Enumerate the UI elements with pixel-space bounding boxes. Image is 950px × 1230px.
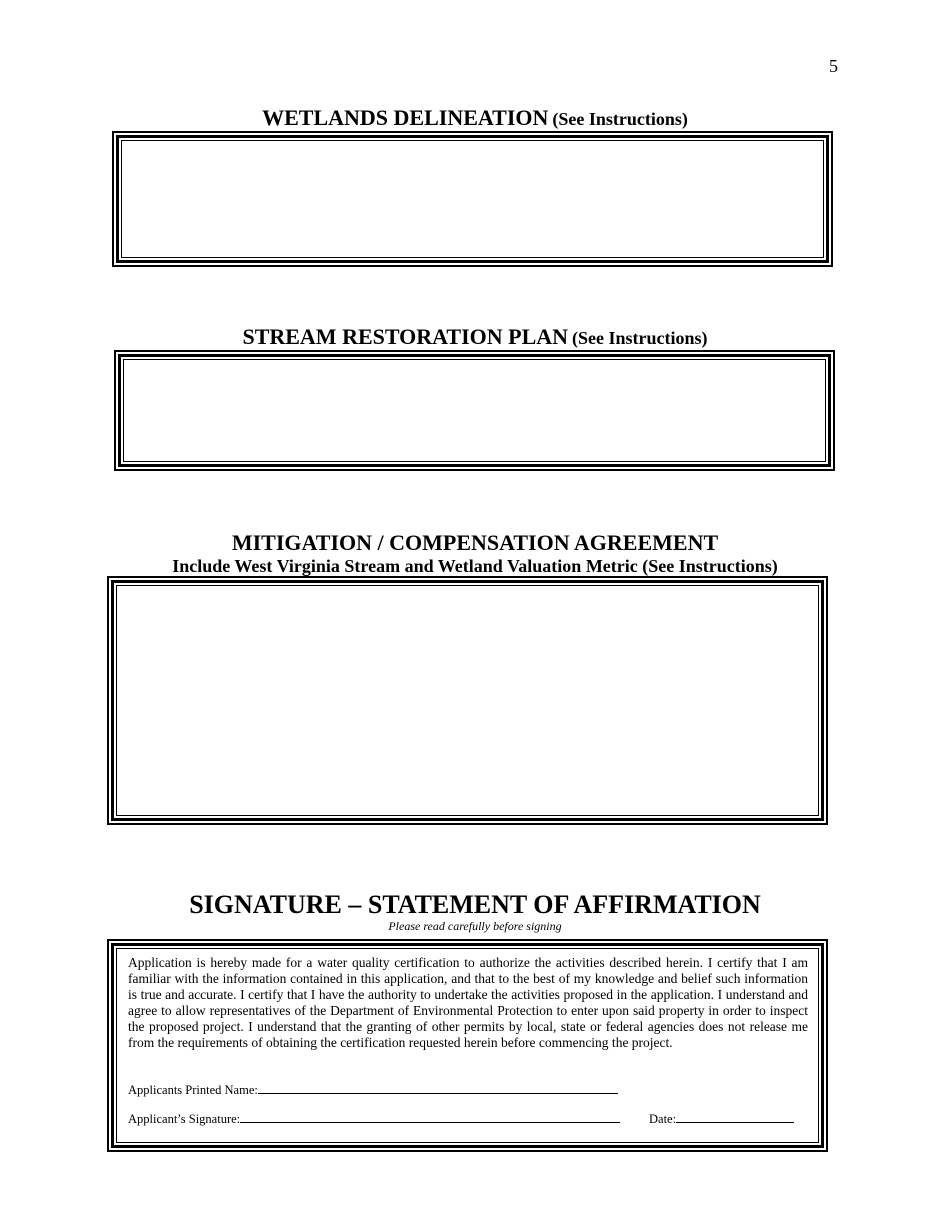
wetlands-delineation-box[interactable] <box>112 131 833 267</box>
signature-title: SIGNATURE – STATEMENT OF AFFIRMATION <box>189 890 761 919</box>
wetlands-note: (See Instructions) <box>552 109 688 129</box>
signature-row <box>128 1110 620 1127</box>
signature-field[interactable] <box>240 1110 620 1123</box>
stream-restoration-box[interactable] <box>114 350 835 471</box>
mitigation-agreement-box[interactable] <box>107 576 828 825</box>
page-number: 5 <box>829 56 838 76</box>
mitigation-subtitle: Include West Virginia Stream and Wetland Valuation Metric (See Instructions) <box>172 556 778 576</box>
stream-note: (See Instructions) <box>572 328 708 348</box>
wetlands-heading <box>0 105 950 131</box>
printed-name-field[interactable] <box>258 1081 618 1094</box>
date-label: Date: <box>649 1112 677 1126</box>
stream-heading <box>0 324 950 350</box>
signature-heading <box>0 890 950 920</box>
mitigation-title: MITIGATION / COMPENSATION AGREEMENT <box>231 530 719 555</box>
date-row <box>649 1110 794 1127</box>
mitigation-heading <box>0 530 950 556</box>
date-field[interactable] <box>676 1110 794 1123</box>
signature-label: Applicant’s Signature: <box>128 1112 241 1126</box>
printed-name-label: Applicants Printed Name: <box>128 1083 258 1097</box>
affirmation-statement: Application is hereby made for a water quality certification to authorize the activities described herein. I certify that I am familiar with the information contained in this application, and that to the best of my knowledge and belief such information is true and accurate. I certify that I have the authority to undertake the activities proposed in the application. I understand and agree to allow representatives of the Department of Environmental Protection to enter upon said property in order to inspect the proposed project. I understand that the granting of other permits by local, state or federal agencies does not release me from the requirements of obtaining the certification requested herein before commencing the project. <box>128 955 808 1050</box>
stream-title: STREAM RESTORATION PLAN <box>242 324 569 349</box>
wetlands-title: WETLANDS DELINEATION <box>262 105 549 130</box>
signature-note: Please read carefully before signing <box>388 919 562 933</box>
printed-name-row <box>128 1081 618 1098</box>
